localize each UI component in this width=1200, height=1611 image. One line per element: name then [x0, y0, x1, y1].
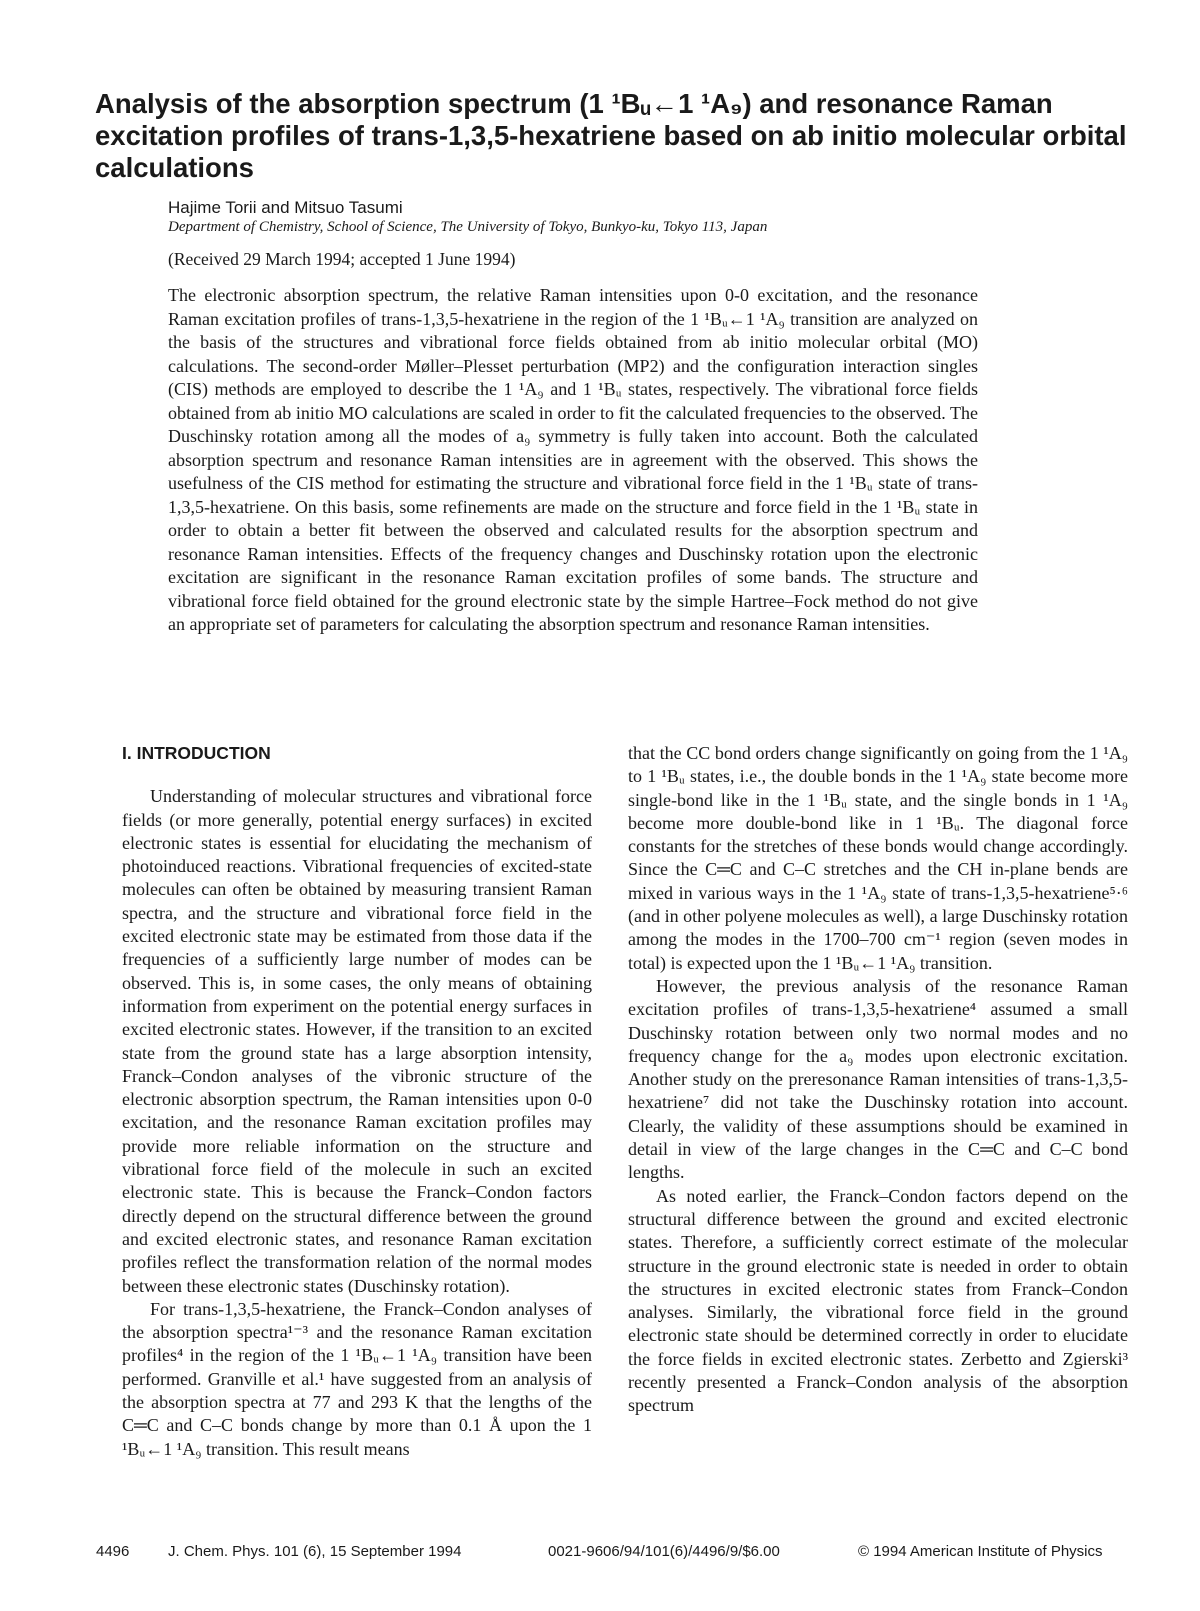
page-number: 4496: [96, 1543, 130, 1560]
right-column: [628, 742, 1128, 1418]
left-column: [122, 742, 592, 1461]
received-date: (Received 29 March 1994; accepted 1 June 1994): [168, 249, 516, 269]
abstract: The electronic absorption spectrum, the relative Raman intensities upon 0-0 excitation, and the resonance Raman excitation profiles of trans-1,3,5-hexatriene in the region of the 1 ¹Bᵤ←1 ¹A₉ transition are analyzed on the basis of the structures and vibrational force fields obtained from ab initio molecular orbital (MO) calculations. The second-order Møller–Plesset perturbation (MP2) and the configuration interaction singles (CIS) methods are employed to describe the 1 ¹A₉ and 1 ¹Bᵤ states, respectively. The vibrational force fields obtained from ab initio MO calculations are scaled in order to fit the calculated frequencies to the observed. The Duschinsky rotation among all the modes of a₉ symmetry is fully taken into account. Both the calculated absorption spectrum and resonance Raman intensities are in agreement with the observed. This shows the usefulness of the CIS method for estimating the structure and vibrational force field in the 1 ¹Bᵤ state of trans-1,3,5-hexatriene. On this basis, some refinements are made on the structure and force field in the 1 ¹Bᵤ state in order to obtain a better fit between the observed and calculated results for the absorption spectrum and resonance Raman intensities. Effects of the frequency changes and Duschinsky rotation upon the electronic excitation are significant in the resonance Raman excitation profiles of some bands. The structure and vibrational force field obtained for the ground electronic state by the simple Hartree–Fock method do not give an appropriate set of parameters for calculating the absorption spectrum and resonance Raman intensities.: [168, 285, 978, 634]
paragraph: As noted earlier, the Franck–Condon factors depend on the structural difference between the ground and excited electronic states. Therefore, a sufficiently correct estimate of the molecular structure in the ground electronic state is needed in order to obtain the structures in excited electronic states from Franck–Condon analyses. Similarly, the vibrational force field in the ground electronic state should be determined correctly in order to elucidate the force fields in excited electronic states. Zerbetto and Zgierski³ recently presented a Franck–Condon analysis of the absorption spectrum: [628, 1185, 1128, 1416]
author-list: Hajime Torii and Mitsuo Tasumi: [168, 198, 403, 217]
copyright-notice: © 1994 American Institute of Physics: [858, 1543, 1103, 1560]
affiliation: Department of Chemistry, School of Science, The University of Tokyo, Bunkyo-ku, Tokyo 113, Japan: [168, 219, 768, 235]
paragraph: However, the previous analysis of the resonance Raman excitation profiles of trans-1,3,5-hexatriene⁴ assumed a small Duschinsky rotation between only two normal modes and no frequency change for the a₉ modes upon electronic excitation. Another study on the preresonance Raman intensities of trans-1,3,5-hexatriene⁷ did not take the Duschinsky rotation into account. Clearly, the validity of these assumptions should be examined in detail in view of the large changes in the C═C and C–C bond lengths.: [628, 975, 1128, 1183]
section-heading: I. INTRODUCTION: [122, 743, 271, 763]
journal-citation: J. Chem. Phys. 101 (6), 15 September 1994: [168, 1543, 462, 1560]
paragraph: that the CC bond orders change significantly on going from the 1 ¹A₉ to 1 ¹Bᵤ states, i.e., the double bonds in the 1 ¹A₉ state become more single-bond like in the 1 ¹Bᵤ state, and the single bonds in 1 ¹A₉ become more double-bond like in 1 ¹Bᵤ. The diagonal force constants for the stretches of these bonds would change accordingly. Since the C═C and C–C stretches and the CH in-plane bends are mixed in various ways in the 1 ¹A₉ state of trans-1,3,5-hexatriene⁵·⁶ (and in other polyene molecules as well), a large Duschinsky rotation among the modes in the 1700–700 cm⁻¹ region (seven modes in total) is expected upon the 1 ¹Bᵤ←1 ¹A₉ transition.: [628, 743, 1128, 973]
paper-title: Analysis of the absorption spectrum (1 ¹Bᵤ←1 ¹A₉) and resonance Raman excitation profiles of trans-1,3,5-hexatriene based on ab initio molecular orbital calculations: [95, 88, 1127, 183]
paragraph: For trans-1,3,5-hexatriene, the Franck–Condon analyses of the absorption spectra¹⁻³ and the resonance Raman excitation profiles⁴ in the region of the 1 ¹Bᵤ←1 ¹A₉ transition have been performed. Granville et al.¹ have suggested from an analysis of the absorption spectra at 77 and 293 K that the lengths of the C═C and C–C bonds change by more than 0.1 Å upon the 1 ¹Bᵤ←1 ¹A₉ transition. This result means: [122, 1298, 592, 1459]
paragraph: Understanding of molecular structures and vibrational force fields (or more generally, potential energy surfaces) in excited electronic states is essential for elucidating the mechanism of photoinduced reactions. Vibrational frequencies of excited-state molecules can often be obtained by measuring transient Raman spectra, and the structure and vibrational force field in the excited electronic state may be estimated from those data if the frequencies of a sufficiently large number of modes can be observed. This is, in some cases, the only means of obtaining information from experiment on the potential energy surfaces in excited electronic states. However, if the transition to an excited state from the ground state has a large absorption intensity, Franck–Condon analyses of the vibronic structure of the electronic absorption spectrum, the Raman intensities upon 0-0 excitation, and the resonance Raman excitation profiles may provide more reliable information on the structure and vibrational force field of the molecule in such an excited electronic state. This is because the Franck–Condon factors directly depend on the structural difference between the ground and excited electronic states, and resonance Raman excitation profiles reflect the transformation relation of the normal modes between these electronic states (Duschinsky rotation).: [122, 786, 592, 1296]
article-code: 0021-9606/94/101(6)/4496/9/$6.00: [548, 1543, 780, 1560]
page-footer: [0, 1543, 1200, 1565]
